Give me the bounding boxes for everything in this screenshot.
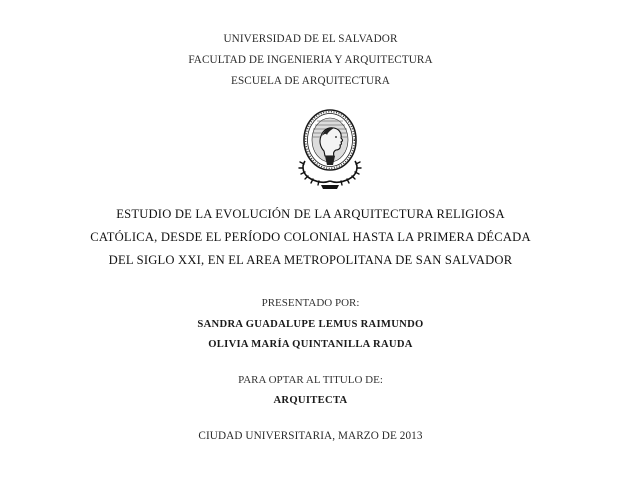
degree-label: PARA OPTAR AL TITULO DE: (238, 374, 383, 386)
place-and-date: CIUDAD UNIVERSITARIA, MARZO DE 2013 (198, 430, 423, 442)
school-name: ESCUELA DE ARQUITECTURA (231, 75, 390, 87)
thesis-title-line-2: CATÓLICA, DESDE EL PERÍODO COLONIAL HASTA LA PRIMERA DÉCADA (90, 230, 531, 244)
university-seal-icon (291, 103, 369, 193)
degree-title: ARQUITECTA (273, 395, 348, 406)
thesis-title-line-1: ESTUDIO DE LA EVOLUCIÓN DE LA ARQUITECTURA RELIGIOSA (116, 207, 505, 221)
presented-by-label: PRESENTADO POR: (261, 297, 360, 309)
author-1: SANDRA GUADALUPE LEMUS RAIMUNDO (197, 319, 424, 330)
faculty-name: FACULTAD DE INGENIERIA Y ARQUITECTURA (188, 54, 433, 66)
thesis-title-line-3: DEL SIGLO XXI, EN EL AREA METROPOLITANA DE SAN SALVADOR (108, 253, 513, 267)
university-name: UNIVERSIDAD DE EL SALVADOR (223, 33, 398, 45)
author-2: OLIVIA MARÍA QUINTANILLA RAUDA (208, 339, 413, 350)
